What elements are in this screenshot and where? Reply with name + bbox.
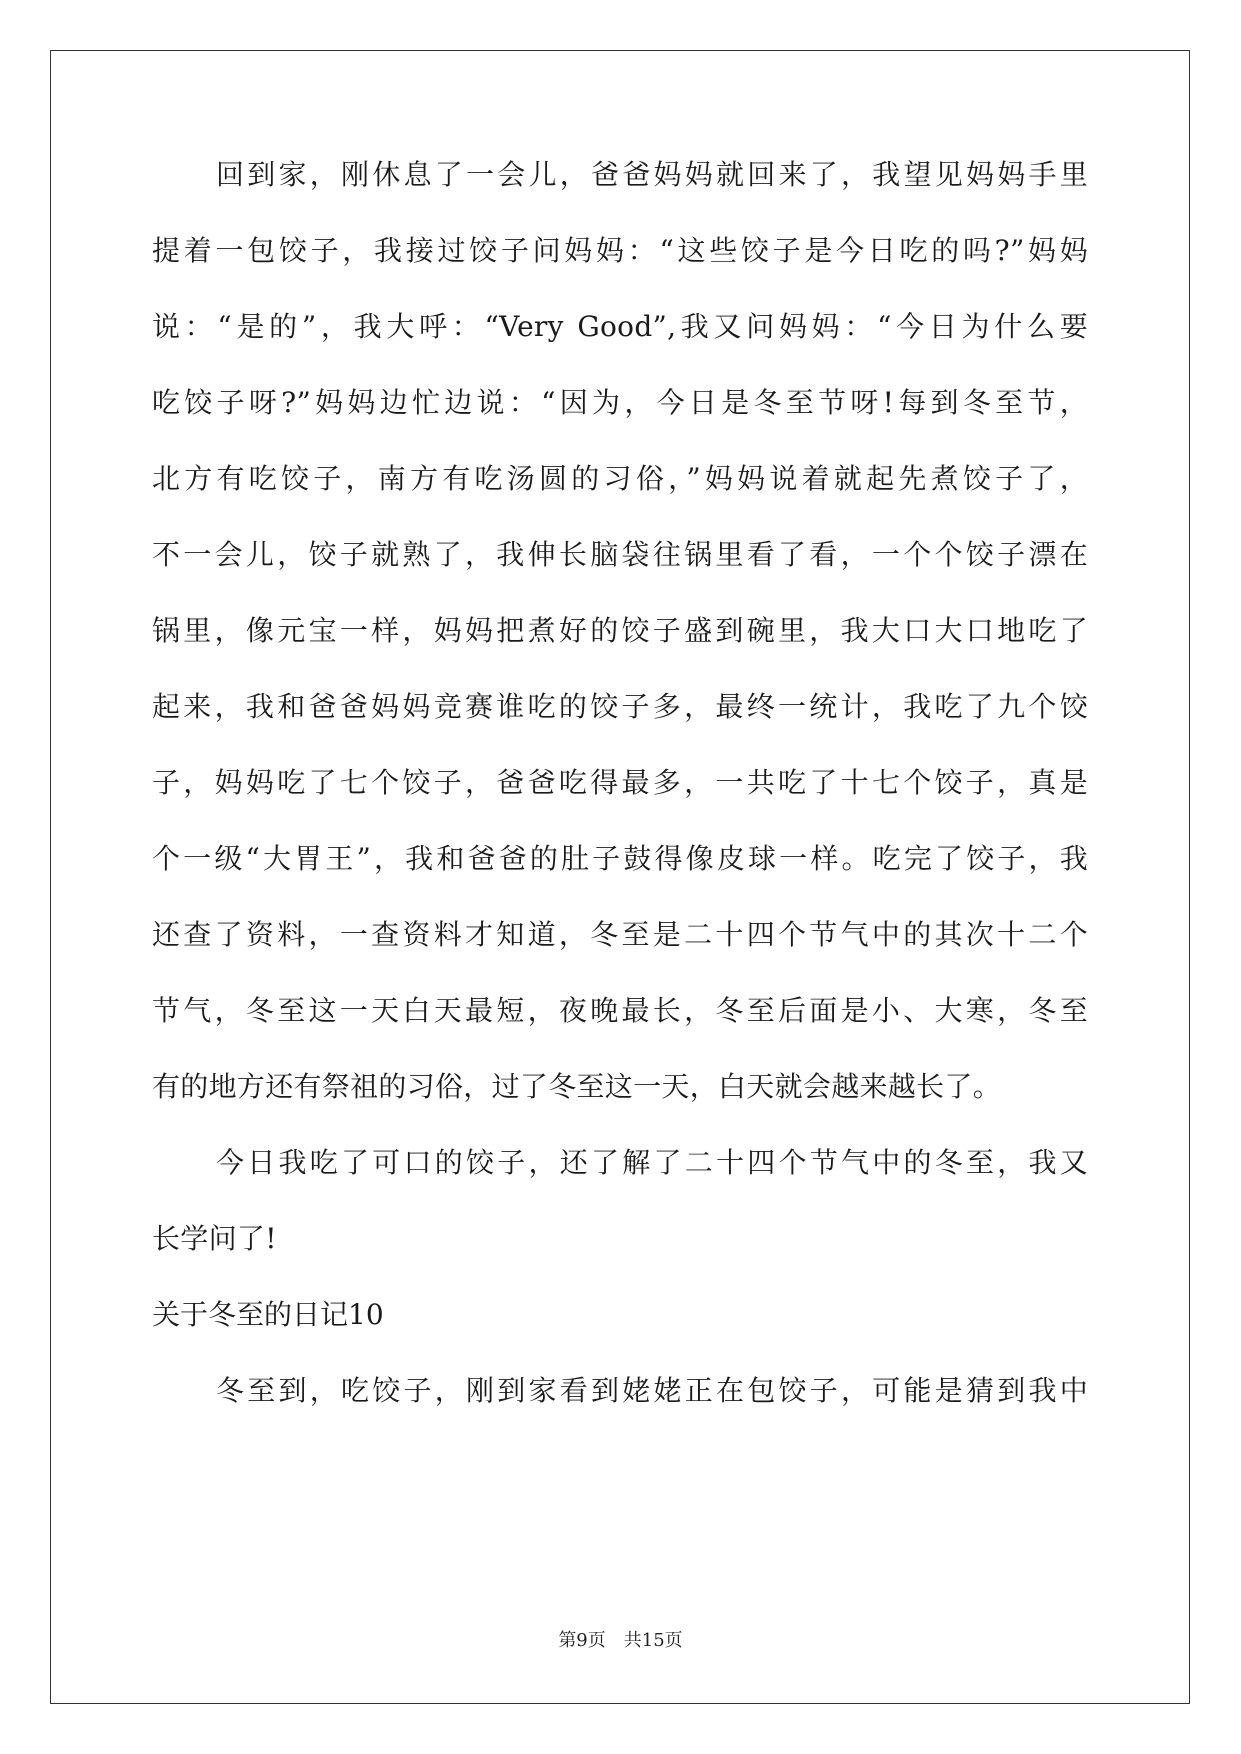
paragraph-line: 有的地方还有祭祖的习俗，过了冬至这一天，白天就会越来越长了。: [152, 1070, 1002, 1103]
paragraph-line: 长学问了!: [152, 1222, 277, 1255]
paragraph-line: 子，妈妈吃了七个饺子，爸爸吃得最多，一共吃了十七个饺子，真是: [152, 766, 1088, 799]
paragraph-line: 北方有吃饺子，南方有吃汤圆的习俗，”妈妈说着就起先煮饺子了，: [152, 462, 1088, 495]
paragraph-line: 还查了资料，一查资料才知道，冬至是二十四个节气中的其次十二个: [152, 918, 1088, 951]
page-number-footer: 第9页 共15页: [558, 1630, 683, 1651]
section-heading: 关于冬至的日记10: [152, 1298, 384, 1331]
paragraph-line: 说：“是的”，我大呼：“Very Good”,我又问妈妈：“今日为什么要: [152, 310, 1088, 343]
paragraph-line: 吃饺子呀?”妈妈边忙边说：“因为，今日是冬至节呀!每到冬至节，: [152, 386, 1088, 419]
paragraph-line: 今日我吃了可口的饺子，还了解了二十四个节气中的冬至，我又: [216, 1146, 1088, 1179]
paragraph-line: 不一会儿，饺子就熟了，我伸长脑袋往锅里看了看，一个个饺子漂在: [152, 538, 1088, 571]
paragraph-line: 起来，我和爸爸妈妈竞赛谁吃的饺子多，最终一统计，我吃了九个饺: [152, 690, 1088, 723]
paragraph-line: 回到家，刚休息了一会儿，爸爸妈妈就回来了，我望见妈妈手里: [216, 158, 1088, 191]
paragraph-line: 节气，冬至这一天白天最短，夜晚最长，冬至后面是小、大寒，冬至: [152, 994, 1088, 1027]
paragraph-line: 个一级“大胃王”，我和爸爸的肚子鼓得像皮球一样。吃完了饺子，我: [152, 842, 1088, 875]
paragraph-line: 锅里，像元宝一样，妈妈把煮好的饺子盛到碗里，我大口大口地吃了: [152, 614, 1088, 647]
document-body: [152, 160, 1088, 1452]
paragraph-line: 冬至到，吃饺子，刚到家看到姥姥正在包饺子，可能是猜到我中: [216, 1374, 1088, 1407]
paragraph-line: 提着一包饺子，我接过饺子问妈妈：“这些饺子是今日吃的吗?”妈妈: [152, 234, 1088, 267]
